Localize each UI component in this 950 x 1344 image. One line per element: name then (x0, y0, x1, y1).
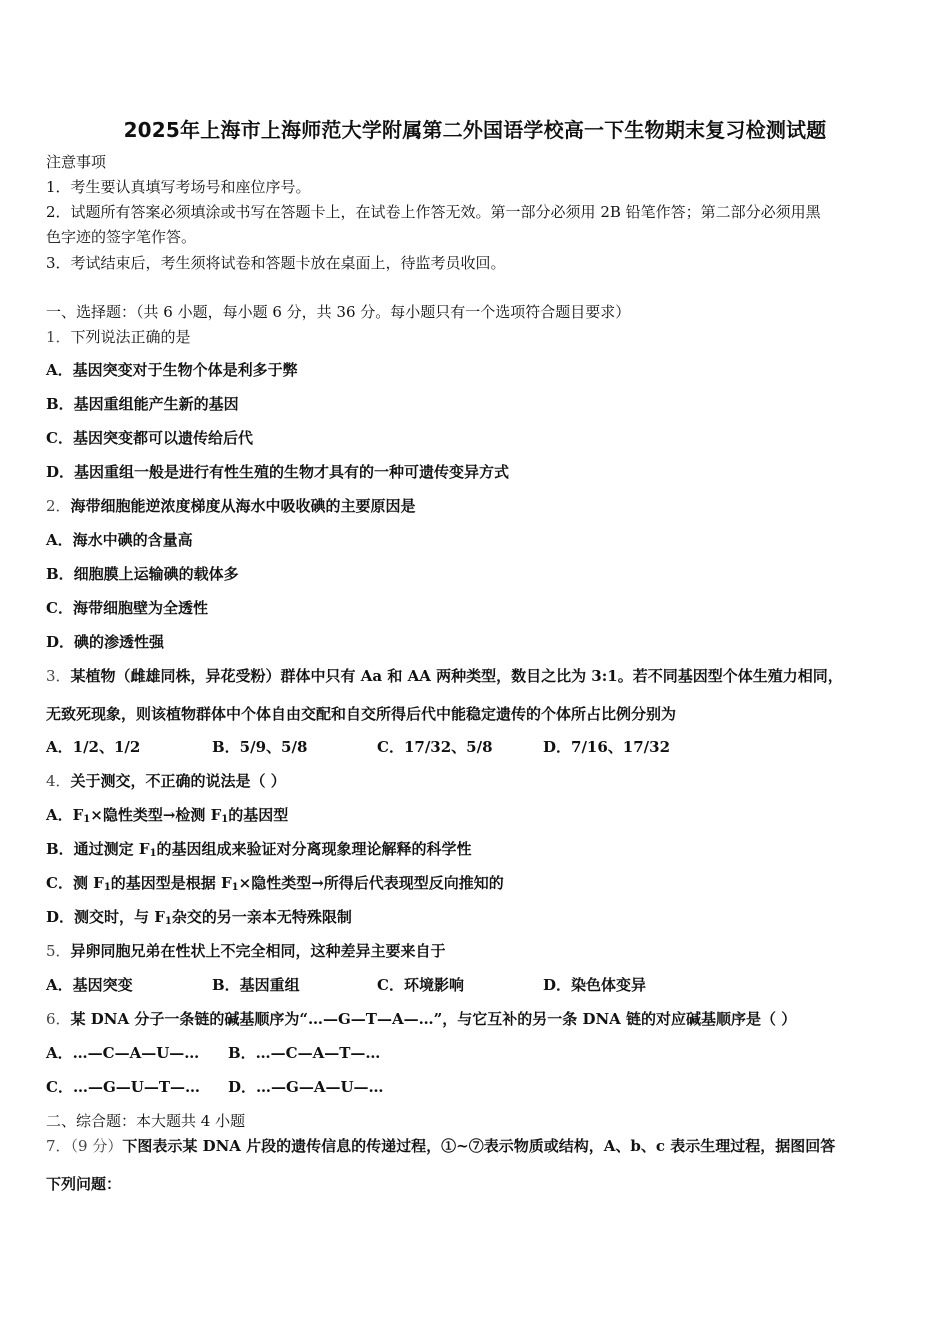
question-number: 4． (46, 772, 71, 790)
question-stem: 下列说法正确的是 (70, 328, 191, 346)
question-number: 6． (46, 1010, 71, 1028)
question-stem: 异卵同胞兄弟在性状上不完全相同，这种差异主要来自于 (70, 942, 446, 960)
q6-option-a: A．…—C—A—U—… (46, 1044, 200, 1062)
question-stem: 海带细胞能逆浓度梯度从海水中吸收碘的主要原因是 (70, 497, 416, 515)
q3-option-d: D．7/16、17/32 (543, 738, 671, 756)
q3-option-c: C．17/32、5/8 (377, 738, 493, 756)
question-3 (46, 666, 843, 686)
q3-option-a: A．1/2、1/2 (46, 738, 141, 756)
section-2-heading: 二、综合题：本大题共 4 小题 (46, 1112, 246, 1130)
q6-option-d: D．…—G—A—U—… (228, 1078, 384, 1096)
question-1 (46, 327, 191, 347)
q2-option-b: B．细胞膜上运输碘的载体多 (46, 565, 239, 583)
question-6 (46, 1009, 796, 1029)
q5-option-b: B．基因重组 (212, 976, 300, 994)
question-number: 3． (46, 667, 71, 685)
question-number: 1． (46, 328, 71, 346)
question-7 (46, 1136, 835, 1156)
q2-option-c: C．海带细胞壁为全透性 (46, 599, 208, 617)
q5-option-c: C．环境影响 (377, 976, 464, 994)
q6-option-c: C．…—G—U—T—… (46, 1078, 200, 1096)
q5-option-a: A．基因突变 (46, 976, 133, 994)
q3-option-b: B．5/9、5/8 (212, 738, 308, 756)
page-title: 2025年上海市上海师范大学附属第二外国语学校高一下生物期末复习检测试题 (123, 118, 827, 142)
question-number: 2． (46, 497, 71, 515)
question-2 (46, 496, 416, 516)
notice-item-2-cont: 色字迹的签字笔作答。 (46, 228, 197, 246)
q6-option-b: B．…—C—A—T—… (228, 1044, 381, 1062)
question-7-cont: 下列问题： (46, 1175, 122, 1193)
q1-option-a: A．基因突变对于生物个体是利多于弊 (46, 361, 298, 379)
q2-option-d: D．碘的渗透性强 (46, 633, 165, 651)
q4-option-b: B．通过测定 $F_1$的基因组成来验证对分离现象理论解释的科学性 (46, 840, 472, 859)
q2-option-a: A．海水中碘的含量高 (46, 531, 193, 549)
question-stem: 下图表示某 DNA 片段的遗传信息的传递过程，①~⑦表示物质或结构，A、b、c 表示生理过程，据图回答 (122, 1137, 836, 1155)
q4-option-c: C．测 $F_1$的基因型是根据 $F_1\times$隐性类型→所得后代表现型反向推知的 (46, 874, 504, 893)
question-5 (46, 941, 446, 961)
question-stem: 某植物（雌雄同株，异花受粉）群体中只有 Aa 和 AA 两种类型，数目之比为 3:1。若不同基因型个体生殖力相同， (70, 667, 843, 685)
notice-item-3: 3．考试结束后，考生须将试卷和答题卡放在桌面上，待监考员收回。 (46, 254, 506, 272)
question-number: 5． (46, 942, 71, 960)
q1-option-b: B．基因重组能产生新的基因 (46, 395, 239, 413)
section-1-heading: 一、选择题：（共 6 小题，每小题 6 分，共 36 分。每小题只有一个选项符合题目要求） (46, 303, 631, 321)
q4-option-a: A．$F_1\times$隐性类型→检测 $F_1$的基因型 (46, 806, 289, 825)
question-score: （9 分） (70, 1137, 123, 1155)
question-3-cont: 无致死现象，则该植物群体中个体自由交配和自交所得后代中能稳定遗传的个体所占比例分别为 (46, 705, 677, 723)
notice-item-1: 1．考生要认真填写考场号和座位序号。 (46, 178, 311, 196)
question-number: 7． (46, 1137, 71, 1155)
notice-heading: 注意事项 (46, 153, 107, 171)
question-stem: 关于测交，不正确的说法是（ ） (70, 772, 286, 790)
q1-option-d: D．基因重组一般是进行有性生殖的生物才具有的一种可遗传变异方式 (46, 463, 510, 481)
q4-option-d: D．测交时，与 $F_1$杂交的另一亲本无特殊限制 (46, 908, 352, 927)
q1-option-c: C．基因突变都可以遗传给后代 (46, 429, 253, 447)
q5-option-d: D．染色体变异 (543, 976, 647, 994)
question-4 (46, 771, 286, 791)
question-stem: 某 DNA 分子一条链的碱基顺序为“…—G—T—A—…”，与它互补的另一条 DNA 链的对应碱基顺序是（ ） (70, 1010, 797, 1028)
notice-item-2: 2．试题所有答案必须填涂或书写在答题卡上，在试卷上作答无效。第一部分必须用 2B 铅笔作答；第二部分必须用黑 (46, 203, 821, 221)
